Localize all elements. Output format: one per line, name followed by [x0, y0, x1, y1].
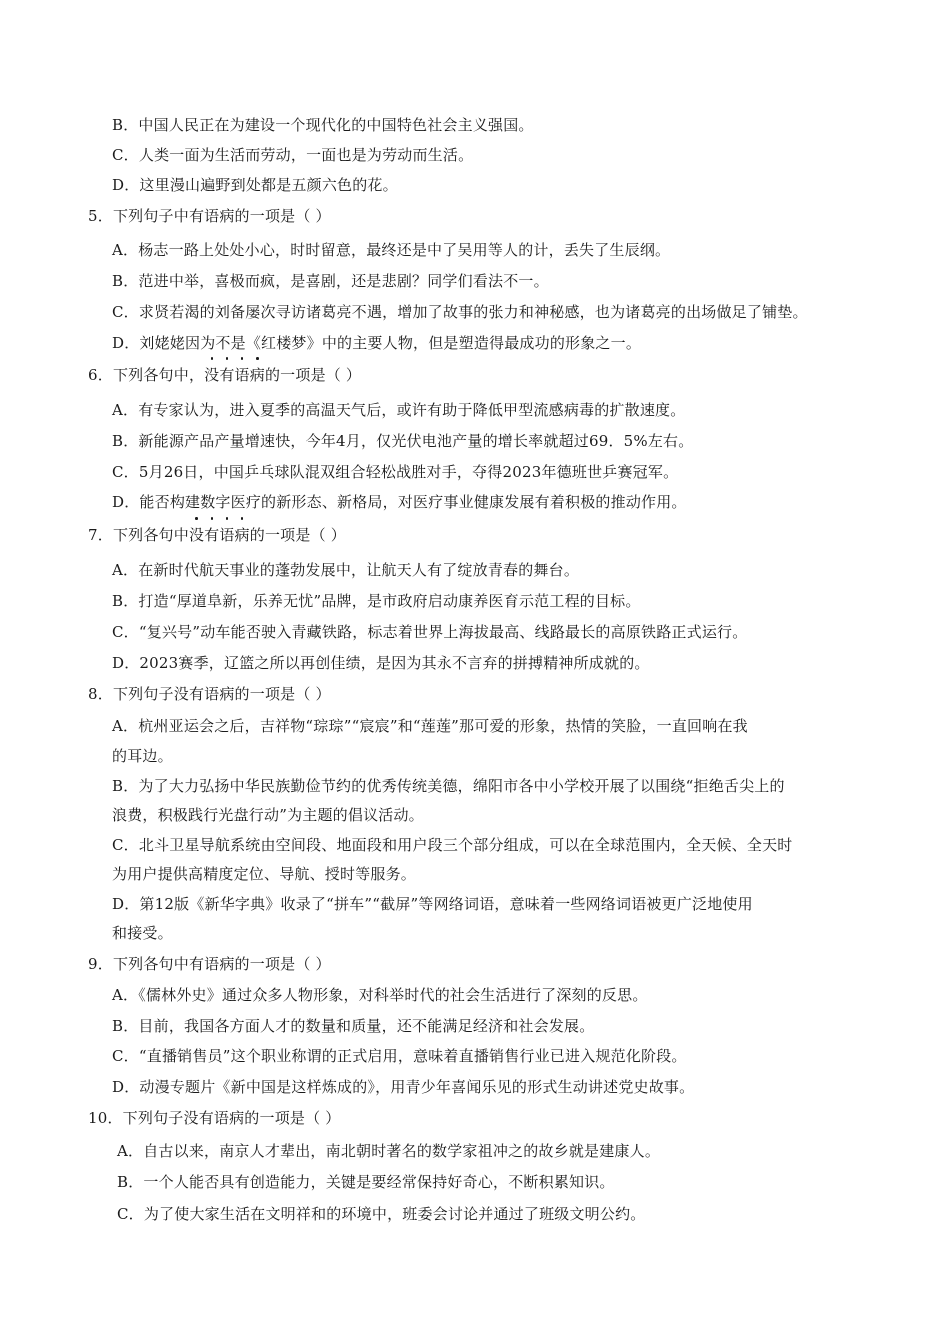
- q7-stem-post: 的一项是（ ）: [249, 526, 346, 544]
- q8-option-b-line2: 浪费，积极践行光盘行动”为主题的倡议活动。: [112, 806, 424, 824]
- q6-option-b: B．新能源产品产量增速快，今年4月，仅光伏电池产量的增长率就超过69．5%左右。: [112, 432, 694, 450]
- q8-option-d-line1: D．第12版《新华字典》收录了“拼车”“截屏”等网络词语，意味着一些网络词语被更广泛地使用: [112, 895, 753, 913]
- q9-option-d: D．动漫专题片《新中国是这样炼成的》，用青少年喜闻乐见的形式生动讲述党史故事。: [112, 1078, 695, 1096]
- q8-stem: 8．下列句子没有语病的一项是（ ）: [88, 685, 331, 703]
- q9-option-c: C．“直播销售员”这个职业称谓的正式启用，意味着直播销售行业已进入规范化阶段。: [112, 1047, 687, 1065]
- q7-option-d: D．2023赛季，辽篮之所以再创佳绩，是因为其永不言弃的拼搏精神所成就的。: [112, 654, 650, 672]
- q8-option-a-line1: A．杭州亚运会之后，吉祥物“琮琮”“宸宸”和“莲莲”那可爱的形象，热情的笑脸，一直回响在我: [112, 717, 748, 735]
- q7-option-a: A．在新时代航天事业的蓬勃发展中，让航天人有了绽放青春的舞台。: [112, 561, 580, 579]
- q4-option-c: C．人类一面为生活而劳动，一面也是为劳动而生活。: [112, 146, 474, 164]
- q7-option-c: C．“复兴号”动车能否驶入青藏铁路，标志着世界上海拔最高、线路最长的高原铁路正式运行。: [112, 623, 748, 641]
- q6-stem: [88, 365, 361, 385]
- q4-option-b: B．中国人民正在为建设一个现代化的中国特色社会主义强国。: [112, 116, 534, 134]
- q10-stem: 10．下列句子没有语病的一项是（ ）: [88, 1109, 341, 1127]
- q5-option-d: D．刘姥姥因为不是《红楼梦》中的主要人物，但是塑造得最成功的形象之一。: [112, 334, 642, 352]
- q8-option-b-line1: B．为了大力弘扬中华民族勤俭节约的优秀传统美德，绵阳市各中小学校开展了以围绕“拒绝舌尖上的: [112, 777, 785, 795]
- q6-option-d: D．能否构建数字医疗的新形态、新格局，对医疗事业健康发展有着积极的推动作用。: [112, 493, 687, 511]
- q8-option-c-line2: 为用户提供高精度定位、导航、授时等服务。: [112, 865, 417, 883]
- q8-option-a-line2: 的耳边。: [112, 747, 173, 765]
- q10-option-b: B．一个人能否具有创造能力，关键是要经常保持好奇心，不断积累知识。: [117, 1173, 615, 1191]
- q6-option-c: C．5月26日，中国乒乓球队混双组合轻松战胜对手，夺得2023年德班世乒赛冠军。: [112, 463, 679, 481]
- q6-option-a: A．有专家认为，进入夏季的高温天气后，或许有助于降低甲型流感病毒的扩散速度。: [112, 401, 686, 419]
- q8-option-c-line1: C．北斗卫星导航系统由空间段、地面段和用户段三个部分组成，可以在全球范围内，全天候、全天时: [112, 836, 793, 854]
- q9-stem: 9．下列各句中有语病的一项是（ ）: [88, 955, 331, 973]
- q10-option-c: C．为了使大家生活在文明祥和的环境中，班委会讨论并通过了班级文明公约。: [117, 1205, 646, 1223]
- q7-stem-emphasis-text: 没有语病: [188, 526, 250, 544]
- q5-stem: 5．下列句子中有语病的一项是（ ）: [88, 207, 331, 225]
- q4-option-d: D．这里漫山遍野到处都是五颜六色的花。: [112, 176, 398, 194]
- q7-stem-emphasis: [189, 526, 250, 544]
- q5-option-a: A．杨志一路上处处小心，时时留意，最终还是中了吴用等人的计，丢失了生辰纲。: [112, 241, 671, 259]
- q6-stem-post: 的一项是（ ）: [264, 366, 362, 384]
- q9-option-b: B．目前，我国各方面人才的数量和质量，还不能满足经济和社会发展。: [112, 1017, 595, 1035]
- q5-option-c: C．求贤若渴的刘备屡次寻访诸葛亮不遇，增加了故事的张力和神秘感，也为诸葛亮的出场做足了铺垫。: [112, 303, 808, 321]
- q6-stem-pre: 6．下列各句中，: [88, 366, 205, 384]
- emphasis-dots: [189, 517, 250, 523]
- emphasis-dots: [204, 357, 265, 363]
- q9-option-a: A．《儒林外史》通过众多人物形象，对科举时代的社会生活进行了深刻的反思。: [112, 986, 648, 1004]
- q6-stem-emphasis: [204, 366, 265, 384]
- q7-stem: [88, 525, 346, 545]
- q8-option-d-line2: 和接受。: [112, 924, 173, 942]
- q5-option-b: B．范进中举，喜极而疯，是喜剧，还是悲剧？同学们看法不一。: [112, 272, 549, 290]
- q7-stem-pre: 7．下列各句中: [88, 526, 189, 544]
- q6-stem-emphasis-text: 没有语病: [204, 366, 265, 384]
- q10-option-a: A．自古以来，南京人才辈出，南北朝时著名的数学家祖冲之的故乡就是建康人。: [117, 1142, 661, 1160]
- q7-option-b: B．打造“厚道阜新，乐养无忧”品牌，是市政府启动康养医育示范工程的目标。: [112, 592, 641, 610]
